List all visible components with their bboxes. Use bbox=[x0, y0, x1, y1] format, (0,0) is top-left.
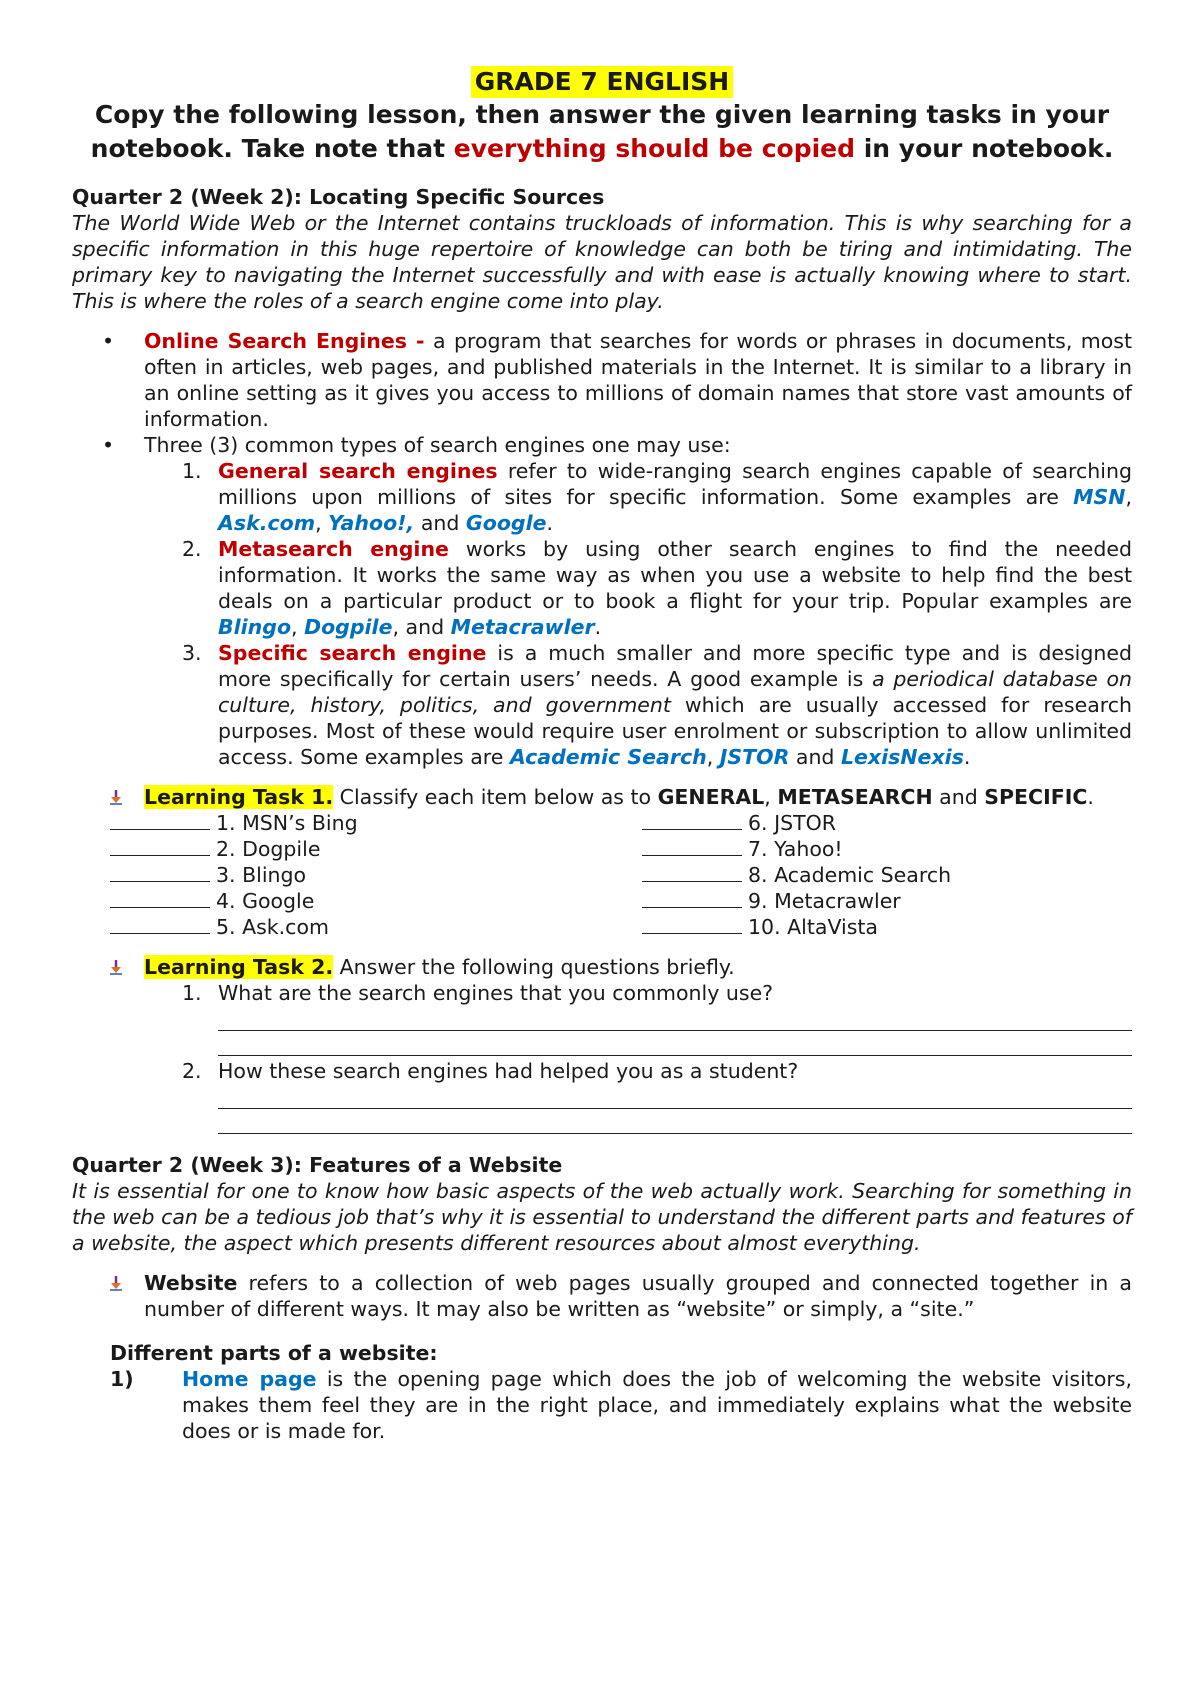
sep: , bbox=[291, 615, 305, 639]
website-text: refers to a collection of web pages usually grouped and connected together in a number of different ways. It may also be written as “website” or simply, a “site.” bbox=[144, 1271, 1132, 1321]
type3-text2: which are usually accessed for research purposes. Most of these would require user enrolment or subscription to allow unlimited access. Some examples are bbox=[218, 693, 1132, 769]
task1-metasearch: METASEARCH bbox=[777, 785, 933, 809]
type-general bbox=[72, 458, 1132, 536]
task1-items bbox=[72, 810, 1132, 940]
instruction-text-end: in your notebook. bbox=[855, 134, 1114, 163]
example-metacrawler: Metacrawler bbox=[450, 615, 595, 639]
week3-heading: Quarter 2 (Week 3): Features of a Website bbox=[72, 1153, 563, 1177]
task1-general: GENERAL bbox=[657, 785, 765, 809]
item-label: 3. Blingo bbox=[216, 863, 307, 887]
term-website: Website bbox=[144, 1271, 238, 1295]
arrow-bullet-icon bbox=[108, 959, 124, 975]
parts-heading: Different parts of a website: bbox=[110, 1341, 438, 1365]
type1-text: refer to wide-ranging search engines capable of searching millions upon millions of sites for specific information. Some examples are bbox=[218, 459, 1132, 509]
term-specific: Specific search engine bbox=[218, 641, 487, 665]
instructions bbox=[82, 98, 1122, 166]
answer-blank[interactable] bbox=[110, 811, 210, 830]
question-text: What are the search engines that you commonly use? bbox=[218, 981, 774, 1005]
task1-label: Learning Task 1. bbox=[144, 785, 334, 809]
answer-blank[interactable] bbox=[642, 811, 742, 830]
home-page-text: is the opening page which does the job of welcoming the website visitors, makes them feel they are in the right place, and immediately explains what the website does or is made for. bbox=[182, 1367, 1132, 1443]
list-number: 1. bbox=[182, 981, 202, 1005]
task1-item bbox=[642, 836, 843, 862]
item-label: 7. Yahoo! bbox=[748, 837, 843, 861]
bullet-dot: • bbox=[102, 329, 115, 353]
answer-line[interactable] bbox=[218, 1109, 1132, 1134]
task1-item bbox=[110, 914, 329, 940]
title-wrap bbox=[72, 66, 1132, 98]
list-number: 3. bbox=[182, 641, 202, 665]
part-home-page bbox=[72, 1366, 1132, 1444]
sep: , bbox=[706, 745, 720, 769]
week3-intro: It is essential for one to know how basic aspects of the web actually work. Searching for something in the web can be a tedious job that’s why it is essential to understand the different parts and features of a website, the aspect which presents different resources about almost everything. bbox=[72, 1179, 1133, 1255]
type2-text: works by using other search engines to find the needed information. It works the same way as when you use a website to help find the best deals on a particular product or to book a flight for your trip. Popular examples are bbox=[218, 537, 1132, 613]
example-academic-search: Academic Search bbox=[509, 745, 707, 769]
question-text: How these search engines had helped you as a student? bbox=[218, 1059, 799, 1083]
arrow-bullet-icon bbox=[108, 1275, 124, 1291]
example-lexisnexis: LexisNexis bbox=[840, 745, 964, 769]
sep: , bbox=[1125, 485, 1132, 509]
answer-blank[interactable] bbox=[110, 863, 210, 882]
sep: and bbox=[789, 745, 841, 769]
type3-text: is a much smaller and more specific type and is designed more specifically for certain users’ needs. A good example is bbox=[218, 641, 1132, 691]
task1-item bbox=[642, 914, 878, 940]
example-ask: Ask.com bbox=[218, 511, 316, 535]
document-page bbox=[72, 66, 1132, 1444]
task1-item bbox=[110, 888, 314, 914]
task1-item bbox=[110, 862, 306, 888]
bullet-list bbox=[72, 328, 1132, 770]
task1-text: Classify each item below as to bbox=[333, 785, 658, 809]
week2-heading: Quarter 2 (Week 2): Locating Specific Sources bbox=[72, 185, 605, 209]
learning-task-2 bbox=[72, 954, 1132, 980]
learning-task-1 bbox=[72, 784, 1132, 810]
instruction-highlight: everything should be copied bbox=[453, 134, 856, 163]
bullet2-text: Three (3) common types of search engines one may use: bbox=[144, 433, 731, 457]
answer-blank[interactable] bbox=[110, 889, 210, 908]
bullet-three-types bbox=[72, 432, 1132, 458]
instruction-text: Copy the following lesson, then answer the given learning tasks in your notebook. Take note that bbox=[90, 100, 1110, 163]
website-definition bbox=[72, 1270, 1132, 1322]
arrow-bullet-icon bbox=[108, 789, 124, 805]
answer-blank[interactable] bbox=[642, 863, 742, 882]
list-number: 1. bbox=[182, 459, 202, 483]
answer-blank[interactable] bbox=[110, 837, 210, 856]
item-label: 8. Academic Search bbox=[748, 863, 952, 887]
task2-question-2 bbox=[72, 1058, 1132, 1084]
example-dogpile: Dogpile bbox=[304, 615, 393, 639]
week2-intro: The World Wide Web or the Internet contains truckloads of information. This is why searching for a specific information in this huge repertoire of knowledge can both be tiring and intimidating. The primary key to navigating the Internet successfully and with ease is actually knowing where to start. This is where the roles of a search engine come into play. bbox=[72, 211, 1132, 313]
example-google: Google bbox=[465, 511, 547, 535]
task1-item bbox=[642, 810, 836, 836]
end: . bbox=[1087, 785, 1094, 809]
bullet1-text: a program that searches for words or phrases in documents, most often in articles, web pages, and published materials in the Internet. It is similar to a library in an online setting as it gives you access to millions of domain names that store vast amounts of information. bbox=[144, 329, 1132, 431]
example-blingo: Blingo bbox=[218, 615, 292, 639]
end: . bbox=[546, 511, 554, 535]
example-jstor: JSTOR bbox=[719, 745, 790, 769]
item-label: 5. Ask.com bbox=[216, 915, 329, 939]
answer-blank[interactable] bbox=[642, 889, 742, 908]
sep: , and bbox=[392, 615, 451, 639]
sep: and bbox=[414, 511, 466, 535]
item-label: 9. Metacrawler bbox=[748, 889, 901, 913]
task1-item bbox=[642, 862, 951, 888]
answer-blank[interactable] bbox=[110, 915, 210, 934]
list-number: 2. bbox=[182, 1059, 202, 1083]
task1-item bbox=[642, 888, 901, 914]
item-label: 1. MSN’s Bing bbox=[216, 811, 358, 835]
task2-label: Learning Task 2. bbox=[144, 955, 334, 979]
term-general: General search engines bbox=[218, 459, 498, 483]
task1-item bbox=[110, 836, 320, 862]
answer-blank[interactable] bbox=[642, 915, 742, 934]
list-number: 1) bbox=[110, 1367, 134, 1391]
list-number: 2. bbox=[182, 537, 202, 561]
document-title: GRADE 7 ENGLISH bbox=[471, 66, 733, 98]
example-msn: MSN bbox=[1073, 485, 1126, 509]
type-metasearch bbox=[72, 536, 1132, 640]
bullet-dot: • bbox=[102, 433, 115, 457]
sep: , bbox=[764, 785, 778, 809]
answer-blank[interactable] bbox=[642, 837, 742, 856]
term-metasearch: Metasearch engine bbox=[218, 537, 449, 561]
answer-line[interactable] bbox=[218, 1084, 1132, 1109]
sep: and bbox=[932, 785, 985, 809]
example-yahoo: Yahoo!, bbox=[328, 511, 415, 535]
task1-specific: SPECIFIC bbox=[984, 785, 1088, 809]
term-online-search-engines: Online Search Engines - bbox=[144, 329, 425, 353]
type-specific bbox=[72, 640, 1132, 770]
type3-italic: a periodical database on culture, history, politics, and government bbox=[218, 667, 1132, 717]
bullet-online-search-engines bbox=[72, 328, 1132, 432]
sep: , bbox=[315, 511, 329, 535]
item-label: 2. Dogpile bbox=[216, 837, 321, 861]
item-label: 6. JSTOR bbox=[748, 811, 837, 835]
answer-line[interactable] bbox=[218, 1031, 1132, 1056]
end: . bbox=[594, 615, 602, 639]
task1-item bbox=[110, 810, 358, 836]
item-label: 4. Google bbox=[216, 889, 315, 913]
answer-line[interactable] bbox=[218, 1006, 1132, 1031]
term-home-page: Home page bbox=[182, 1367, 317, 1391]
task2-text: Answer the following questions briefly. bbox=[333, 955, 735, 979]
item-label: 10. AltaVista bbox=[748, 915, 878, 939]
task2-question-1 bbox=[72, 980, 1132, 1006]
end: . bbox=[963, 745, 971, 769]
